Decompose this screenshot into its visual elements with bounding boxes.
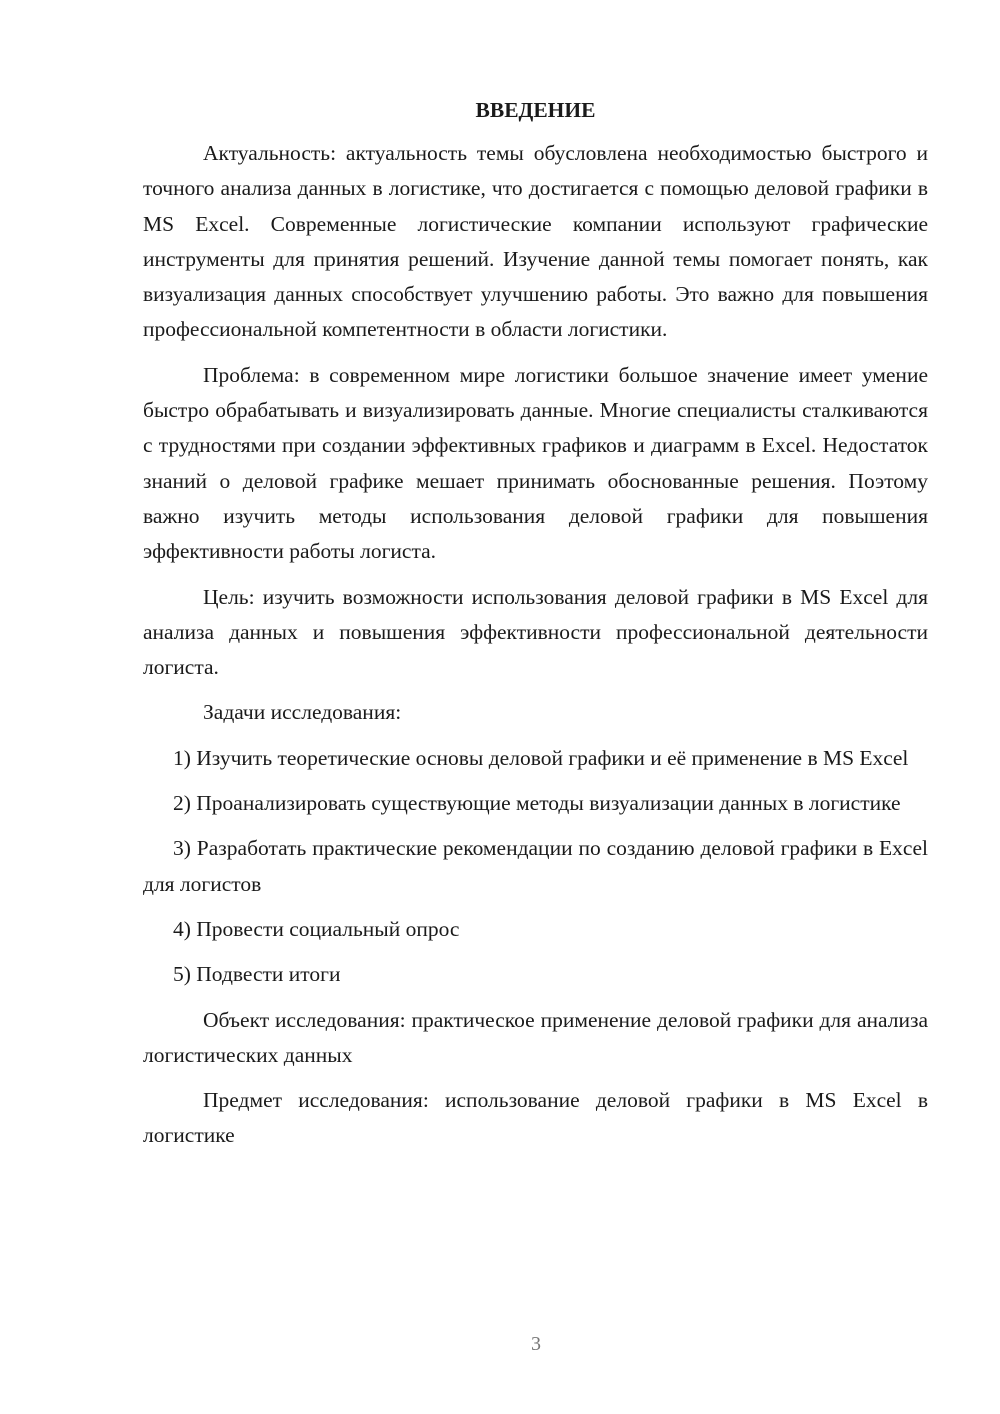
list-item: 3) Разработать практические рекомендации по созданию деловой графики в Excel для логистов [143, 836, 928, 896]
tasks-intro: Задачи исследования: [203, 700, 402, 725]
subject-paragraph: Предмет исследования: использование деловой графики в MS Excel в логистике [143, 1088, 928, 1148]
list-item: 1) Изучить теоретические основы деловой графики и её применение в MS Excel [173, 745, 909, 770]
list-item: 2) Проанализировать существующие методы визуализации данных в логистике [173, 791, 901, 816]
object-paragraph: Объект исследования: практическое применение деловой графики для анализа логистических данных [143, 1007, 928, 1067]
page-number: 3 [531, 1333, 541, 1355]
problem-paragraph: Проблема: в современном мире логистики большое значение имеет умение быстро обрабатывать и визуализировать данные. Многие специалисты сталкиваются с трудностями при создании эффективных графиков и диаграмм в Excel. Недостаток знаний о деловой графике мешает принимать обоснованные решения. Поэтому важно изучить методы использования деловой графики для повышения эффективности работы логиста. [143, 362, 928, 564]
relevance-paragraph: Актуальность: актуальность темы обусловлена необходимостью быстрого и точного анализа данных в логистике, что достигается с помощью деловой графики в MS Excel. Современные логистические компании используют графические инструменты для принятия решений. Изучение данной темы помогает понять, как визуализация данных способствует улучшению работы. Это важно для повышения профессиональной компетентности в области логистики. [143, 141, 928, 342]
tasks-list [143, 741, 928, 993]
goal-paragraph: Цель: изучить возможности использования деловой графики в MS Excel для анализа данных и повышения эффективности профессиональной деятельности логиста. [143, 584, 928, 680]
section-heading: ВВЕДЕНИЕ [475, 98, 596, 122]
list-item: 5) Подвести итоги [173, 962, 341, 987]
document-page [143, 92, 928, 1164]
list-item: 4) Провести социальный опрос [173, 916, 460, 941]
